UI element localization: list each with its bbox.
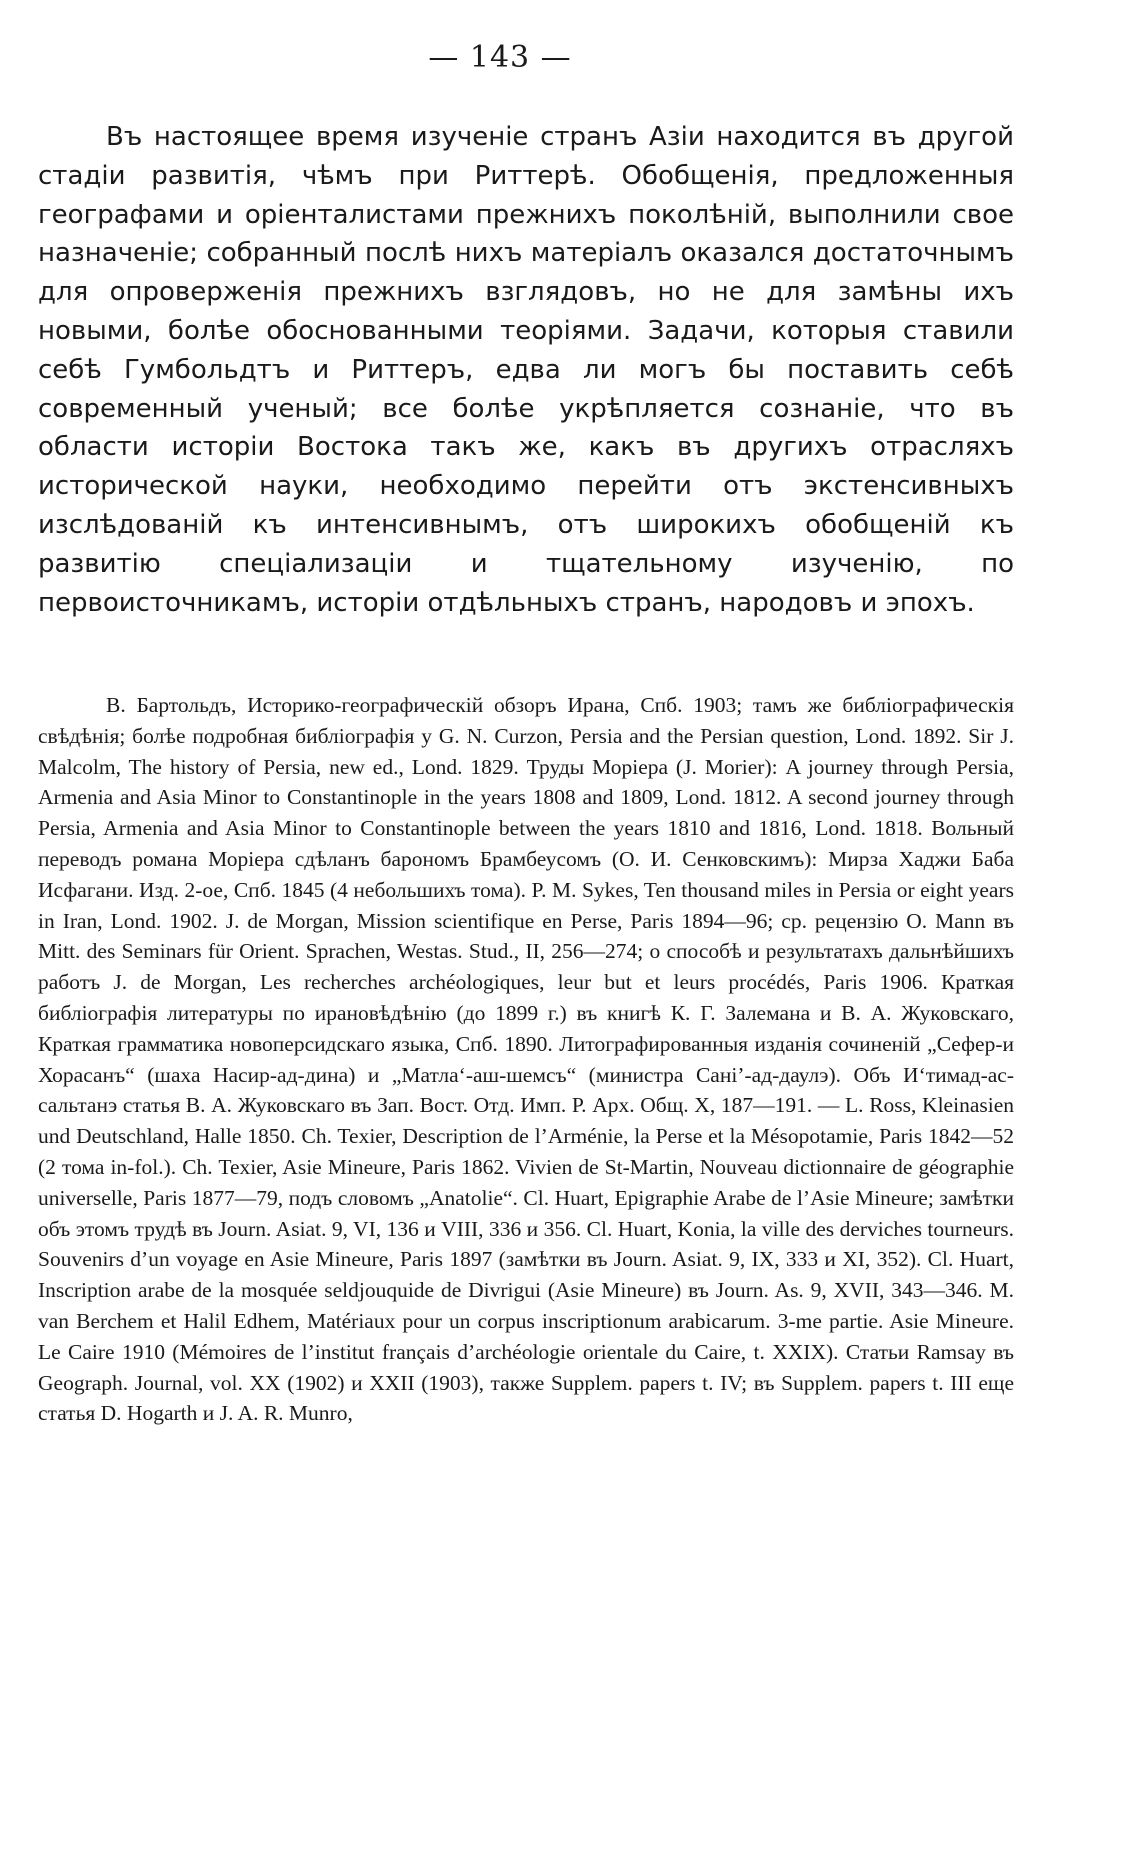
bibliography-text: В. Бартольдъ, Историко-географическій обзоръ Ирана, Спб. 1903; тамъ же библіографическія свѣдѣнія; болѣе подробная библіографія у G. N. Curzon, Persia and the Persian question, Lond. 1892. Sir J. Malcolm, The history of Persia, new ed., Lond. 1829. Труды Моріера (J. Morier): A journey through Persia, Armenia and Asia Minor to Constantinople in the years 1808 and 1809, Lond. 1812. A second journey through Persia, Armenia and Asia Minor to Constantinople between the years 1810 and 1816, Lond. 1818. Вольный переводъ романа Моріера сдѣланъ барономъ Брамбеусомъ (О. И. Сенковскимъ): Мирза Хаджи Баба Исфагани. Изд. 2-ое, Спб. 1845 (4 небольшихъ тома). P. M. Sykes, Ten thousand miles in Persia or eight years in Iran, Lond. 1902. J. de Morgan, Mission scientifique en Perse, Paris 1894—96; ср. рецензію O. Mann въ Mitt. des Seminars für Orient. Sprachen, Westas. Stud., II, 256—274; о способѣ и результатахъ дальнѣйшихъ работъ J. de Morgan, Les recherches archéologiques, leur but et leurs procédés, Paris 1906. Краткая библіографія литературы по ирановѣдѣнію (до 1899 г.) въ книгѣ К. Г. Залемана и В. А. Жуковскаго, Краткая грамматика новоперсидскаго языка, Спб. 1890. Литографированныя изданія сочиненій „Сефер-и Хорасанъ“ (шаха Насир-ад-дина) и „Матла‘-аш-шемсъ“ (министра Сані’-ад-даулэ). Объ И‘тимад-ас-сальтанэ статья В. А. Жуковскаго въ Зап. Вост. Отд. Имп. Р. Арх. Общ. X, 187—191. — L. Ross, Kleinasien und Deutschland, Halle 1850. Ch. Texier, Description de l’Arménie, la Perse et la Mésopotamie, Paris 1842—52 (2 тома in-fol.). Ch. Texier, Asie Mineure, Paris 1862. Vivien de St-Martin, Nouveau dictionnaire de géographie universelle, Paris 1877—79, подъ словомъ „Anatolie“. Cl. Huart, Epigraphie Arabe de l’Asie Mineure; замѣтки объ этомъ трудѣ въ Journ. Asiat. 9, VI, 136 и VIII, 336 и 356. Cl. Huart, Konia, la ville des derviches tourneurs. Souvenirs d’un voyage en Asie Mineure, Paris 1897 (замѣтки въ Journ. Asiat. 9, IX, 333 и XI, 352). Cl. Huart, Inscription arabe de la mosquée seldjouquide de Divrigui (Asie Mineure) въ Journ. As. 9, XVII, 343—346. M. van Berchem et Halil Edhem, Matériaux pour un corpus inscriptionum arabicarum. 3-me partie. Asie Mineure. Le Caire 1910 (Mémoires de l’institut français d’archéologie orientale du Caire, t. XXIX). Статьи Ramsay въ Geograph. Journal, vol. XX (1902) и XXII (1903), также Supplem. papers t. IV; въ Supplem. papers t. III еще статья D. Hogarth и J. A. R. Munro, <box>38 693 1014 1426</box>
main-paragraph-text: Въ настоящее время изученіе странъ Азіи находится въ другой стадіи развитія, чѣмъ при Риттерѣ. Обобщенія, предложенныя географами и оріенталистами прежнихъ поколѣній, выполнили свое назначеніе; собранный послѣ нихъ матеріалъ оказался достаточнымъ для опроверженія прежнихъ взглядовъ, но не для замѣны ихъ новыми, болѣе обоснованными теоріями. Задачи, которыя ставили себѣ Гумбольдтъ и Риттеръ, едва ли могъ бы поставить себѣ современный ученый; все болѣе укрѣпляется сознаніе, что въ области исторіи Востока такъ же, какъ въ другихъ отрасляхъ исторической науки, необходимо перейти отъ экстенсивныхъ изслѣдованій къ интенсивнымъ, отъ широкихъ обобщеній къ развитію спеціализаціи и тщательному изученію, по первоисточникамъ, исторіи отдѣльныхъ странъ, народовъ и эпохъ. <box>38 122 1014 618</box>
main-paragraph <box>38 118 1014 622</box>
page-number: — 143 — <box>428 40 572 75</box>
bibliography-paragraph <box>38 690 1014 1429</box>
